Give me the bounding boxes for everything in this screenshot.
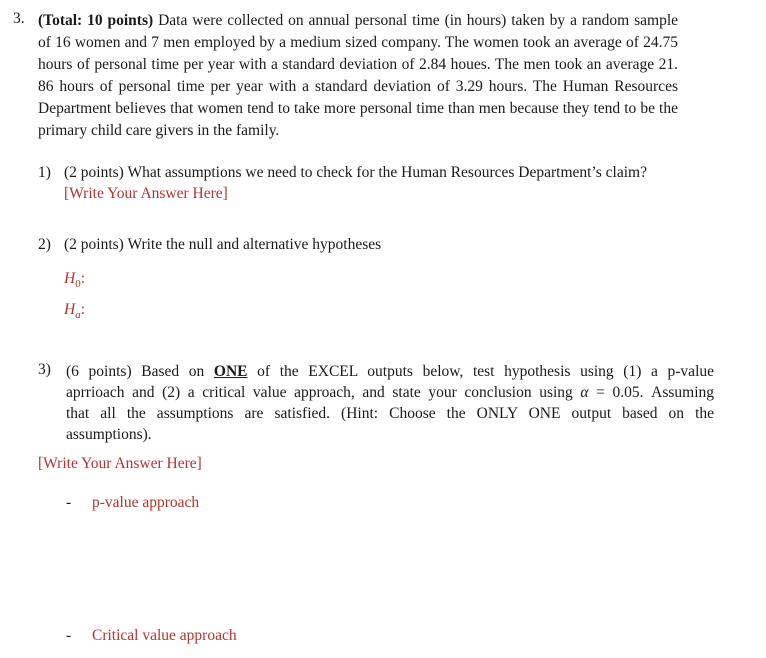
- question-line-6: primary child care givers in the family.: [38, 122, 280, 139]
- h0-colon: :: [80, 270, 86, 287]
- question-number: 3.: [13, 10, 25, 27]
- part3-number: 3): [38, 361, 51, 378]
- h0-subscript: 0: [75, 278, 81, 291]
- part3-line-2: [66, 382, 714, 403]
- points-label: (Total: 10 points): [38, 12, 154, 29]
- bullet-dash-pvalue: -: [66, 494, 72, 511]
- question-line-5: Department believes that women tend to take more personal time than men because they tend to be the: [38, 100, 678, 117]
- part3-line-1: [66, 361, 714, 382]
- question-line-1: [38, 10, 678, 32]
- part3-line-4: assumptions).: [66, 426, 152, 443]
- part3-line-1-post: of the EXCEL outputs below, test hypothesis using (1) a p-value: [257, 363, 715, 380]
- part3-line-2-post: Assuming: [651, 384, 715, 401]
- part3-line-3: that all the assumptions are satisfied. (Hint: Choose the ONLY ONE output based on the: [66, 405, 714, 422]
- part3-answer-placeholder[interactable]: [Write Your Answer Here]: [38, 455, 202, 472]
- part1-question: (2 points) What assumptions we need to check for the Human Resources Department’s claim?: [64, 164, 647, 181]
- question-line-1-text: Data were collected on annual personal time (in hours) taken by a random sample: [158, 12, 679, 29]
- question-body: [38, 10, 678, 142]
- part3-line-1-pre: (6 points) Based on: [66, 363, 205, 380]
- part1-answer-placeholder[interactable]: [Write Your Answer Here]: [64, 185, 228, 202]
- alt-hypothesis-label[interactable]: [64, 301, 85, 321]
- part2-number: 2): [38, 236, 51, 253]
- null-hypothesis-label[interactable]: [64, 270, 85, 290]
- critical-value-approach-label[interactable]: Critical value approach: [92, 627, 237, 644]
- ha-symbol: H: [64, 301, 76, 318]
- ha-subscript: a: [75, 309, 81, 322]
- pvalue-approach-label[interactable]: p-value approach: [92, 494, 200, 511]
- part3-one-emphasis: ONE: [213, 363, 248, 380]
- alpha-value: = 0.05.: [588, 384, 644, 401]
- h0-symbol: H: [64, 270, 76, 287]
- question-line-4: 86 hours of personal time per year with a standard deviation of 3.29 hours. The Human Resources: [38, 78, 678, 95]
- part2-question: (2 points) Write the null and alternative hypotheses: [64, 236, 382, 253]
- question-line-2: of 16 women and 7 men employed by a medium sized company. The women took an average of 24.75: [38, 34, 678, 51]
- part3-line-2-pre: aprrioach and (2) a critical value approach, and state your conclusion using: [66, 384, 573, 401]
- ha-colon: :: [80, 301, 86, 318]
- question-line-3: hours of personal time per year with a standard deviation of 2.84 houes. The men took an average 21.: [38, 56, 678, 73]
- alpha-symbol: α: [580, 384, 589, 401]
- part1-number: 1): [38, 164, 51, 181]
- part3-question: [66, 361, 714, 445]
- bullet-dash-critical: -: [66, 627, 72, 644]
